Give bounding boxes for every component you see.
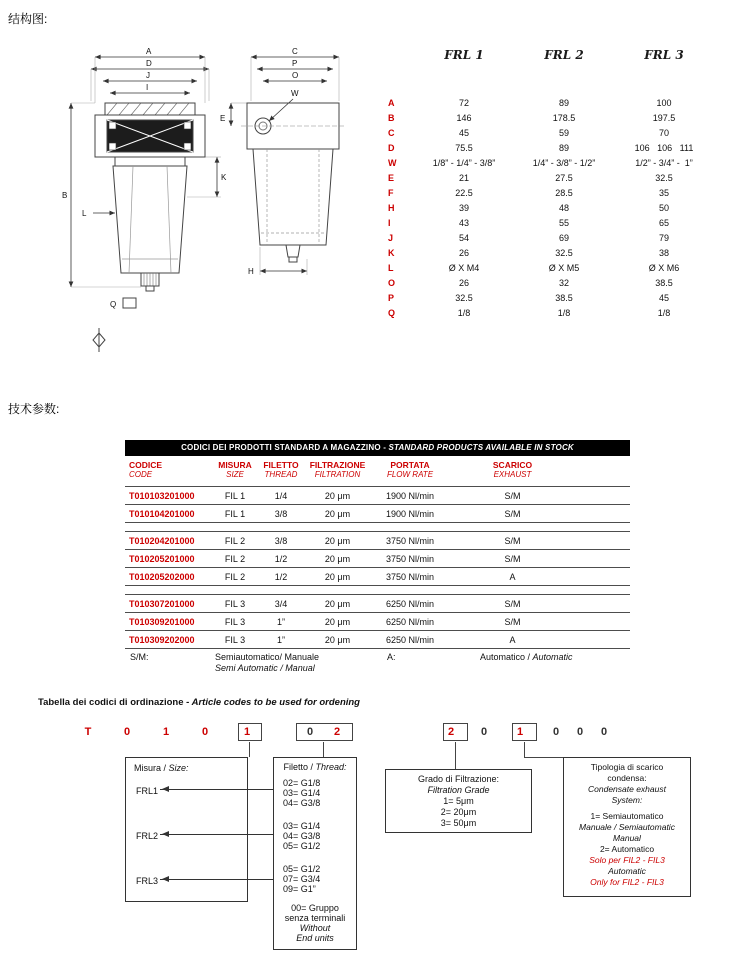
product-cell: 1/2: [274, 571, 288, 582]
thread-option: 07= G3/4: [283, 874, 321, 884]
product-cell: 3/4: [274, 598, 288, 609]
thread-box: [273, 757, 357, 950]
drawing-dimension-labels: [62, 47, 299, 309]
tipologia-lines: [564, 762, 690, 888]
product-row: [125, 550, 630, 568]
dimension-value: 28.5: [555, 187, 573, 198]
dimension-letter: I: [388, 217, 391, 228]
order-code-box: [443, 723, 468, 741]
order-code-digit: 0: [576, 726, 584, 738]
dimensions-header-frl1: FRL 1: [444, 48, 484, 62]
order-code-box: [296, 723, 353, 741]
dimension-value: 178.5: [552, 112, 576, 123]
dimension-row: [388, 185, 714, 200]
product-cell: T010104201000: [129, 508, 195, 519]
dim-label-B: B: [62, 191, 68, 200]
dimension-value: 45: [658, 292, 669, 303]
exhaust-line: System:: [611, 795, 643, 805]
product-cell: 20 μm: [324, 535, 351, 546]
exhaust-line: Condensate exhaust: [588, 784, 666, 794]
products-table: [125, 440, 630, 649]
arrow-frl2-threads: [160, 834, 288, 835]
products-group-gap: [125, 523, 630, 532]
product-cell: FIL 2: [224, 535, 246, 546]
product-cell: T010103201000: [129, 490, 195, 501]
dimension-value: 21: [458, 172, 469, 183]
connector-line-thread: [323, 742, 324, 757]
size-option: FRL3: [136, 876, 159, 886]
dimension-value: 106 106 111: [634, 142, 694, 153]
legend-sm-italian: Semiautomatico/ Manuale: [215, 652, 320, 662]
filtration-line: 3= 50μm: [440, 818, 477, 828]
dimension-row: [388, 260, 714, 275]
order-code-digit: 1: [162, 726, 170, 738]
dimension-value: 197.5: [652, 112, 676, 123]
product-row: [125, 595, 630, 613]
thread-box-title-english: Thread:: [315, 762, 347, 772]
exhaust-line: 2= Automatico: [599, 844, 655, 854]
dimension-value: 70: [658, 127, 669, 138]
connector-line-size: [249, 742, 250, 757]
product-row: [125, 505, 630, 523]
products-table-title-bar: [125, 440, 630, 456]
thread-group: [283, 821, 320, 851]
filtration-line: 2= 20μm: [440, 807, 477, 817]
product-cell: T010309202000: [129, 634, 195, 645]
dim-label-K: K: [221, 173, 227, 182]
dim-label-D: D: [146, 59, 152, 68]
product-row: [125, 631, 630, 649]
side-view: [231, 57, 345, 275]
exhaust-line: 1= Semiautomatico: [590, 811, 664, 821]
product-cell: 6250 Nl/min: [385, 634, 435, 645]
product-cell: T010204201000: [129, 535, 195, 546]
dimension-value: 55: [558, 217, 569, 228]
dimension-value: 32.5: [555, 247, 573, 258]
dimension-value: 38: [658, 247, 669, 258]
products-column-header: [257, 460, 305, 480]
dimension-value: 79: [658, 232, 669, 243]
size-box-title-english: Size:: [168, 763, 189, 773]
order-code-row: [0, 723, 731, 742]
product-cell: S/M: [504, 598, 521, 609]
column-header-italian: FILETTO: [263, 460, 299, 470]
dimension-value: Ø X M6: [648, 262, 680, 273]
product-cell: FIL 1: [224, 508, 246, 519]
dim-label-E: E: [220, 114, 226, 123]
thread-option: 05= G1/2: [283, 864, 321, 874]
filetto-groups: [283, 778, 320, 907]
dimension-letter: J: [388, 232, 394, 243]
product-cell: 20 μm: [324, 598, 351, 609]
product-cell: 1/4: [274, 490, 288, 501]
products-group-gap: [125, 586, 630, 595]
legend-a-block: [480, 652, 573, 663]
structure-diagram-label: 结构图:: [8, 12, 48, 26]
dimension-value: 100: [656, 97, 672, 108]
arrow-frl1-threads: [160, 789, 288, 790]
products-column-header: [450, 460, 575, 480]
size-box: [125, 757, 248, 902]
dimension-value: 54: [458, 232, 469, 243]
order-code-digit: 0: [201, 726, 209, 738]
product-cell: 6250 Nl/min: [385, 598, 435, 609]
dimension-letter: F: [388, 187, 394, 198]
dim-label-A: A: [146, 47, 152, 56]
dimension-row: [388, 155, 714, 170]
products-rows: [125, 487, 630, 649]
order-code-digit: 0: [306, 726, 314, 738]
legend-sm-english: Semi Automatic / Manual: [215, 663, 315, 673]
dimension-row: [388, 125, 714, 140]
dimension-value: 65: [658, 217, 669, 228]
product-row: [125, 613, 630, 631]
product-cell: 3/8: [274, 508, 288, 519]
product-cell: 20 μm: [324, 634, 351, 645]
dim-label-I: I: [146, 83, 149, 92]
exhaust-box: [563, 757, 691, 897]
dim-label-Q: Q: [110, 300, 117, 309]
product-cell: S/M: [504, 553, 521, 564]
column-header-english: FILTRATION: [314, 470, 361, 479]
order-code-digit: 0: [552, 726, 560, 738]
product-cell: 1900 Nl/min: [385, 490, 435, 501]
dimension-value: Ø X M4: [448, 262, 480, 273]
dimension-row: [388, 170, 714, 185]
dimensions-header-frl2: FRL 2: [544, 48, 584, 62]
thread-option: 03= G1/4: [283, 821, 321, 831]
dimension-value: 22.5: [455, 187, 473, 198]
technical-drawing: [55, 45, 355, 360]
products-column-header: [305, 460, 370, 480]
product-cell: T010307201000: [129, 598, 195, 609]
order-code-digit: 0: [600, 726, 608, 738]
dimension-row: [388, 95, 714, 110]
dimension-value: 1/8” - 1/4” - 3/8”: [432, 157, 496, 168]
order-code-digit: 2: [333, 726, 341, 738]
order-code-digit: 2: [447, 726, 455, 738]
dimension-value: 1/8: [457, 307, 471, 318]
connector-line-exhaust-horizontal: [524, 757, 564, 758]
product-cell: 1”: [276, 634, 285, 645]
column-header-english: SIZE: [226, 470, 244, 479]
ordering-title: [38, 697, 360, 708]
exhaust-line: Tipologia di scarico: [590, 762, 664, 772]
products-column-headers: [125, 456, 630, 487]
column-header-italian: SCARICO: [492, 460, 533, 470]
dimension-value: 32.5: [655, 172, 673, 183]
thread-box-title: [274, 758, 356, 772]
dimension-value: 39: [458, 202, 469, 213]
dimension-letter: W: [388, 157, 397, 168]
exhaust-line: Manual: [613, 833, 641, 843]
product-cell: FIL 1: [224, 490, 246, 501]
dimension-value: 1/8: [557, 307, 571, 318]
dimension-letter: C: [388, 127, 395, 138]
dim-label-W: W: [291, 89, 299, 98]
product-cell: FIL 3: [224, 616, 246, 627]
product-cell: FIL 3: [224, 598, 246, 609]
dim-label-O: O: [292, 71, 299, 80]
dimension-row: [388, 245, 714, 260]
products-column-header: [125, 460, 213, 480]
dimension-value: 35: [658, 187, 669, 198]
dimension-letter: B: [388, 112, 395, 123]
dimension-value: 59: [558, 127, 569, 138]
product-cell: T010205202000: [129, 571, 195, 582]
dimension-value: 50: [658, 202, 669, 213]
filtration-line: Filtration Grade: [427, 785, 490, 795]
dimension-row: [388, 200, 714, 215]
products-title-italian: CODICI DEI PRODOTTI STANDARD A MAGAZZINO: [181, 443, 381, 452]
legend-a-english: Automatic: [532, 652, 573, 662]
product-cell: 1/2: [274, 553, 288, 564]
dimension-value: 89: [558, 97, 569, 108]
dimension-letter: A: [388, 97, 395, 108]
dimension-row: [388, 140, 714, 155]
size-box-title-italian: Misura /: [134, 763, 169, 773]
dimension-value: 75.5: [455, 142, 473, 153]
dimensions-table: [388, 48, 714, 320]
dimension-value: 72: [458, 97, 469, 108]
dimension-value: 26: [458, 277, 469, 288]
thread-group: [283, 864, 320, 894]
dimension-row: [388, 290, 714, 305]
dim-label-H: H: [248, 267, 254, 276]
exhaust-line: Only for FIL2 - FIL3: [590, 877, 664, 887]
thread-option: 05= G1/2: [283, 841, 321, 851]
dimension-value: 32: [558, 277, 569, 288]
dimension-value: 146: [456, 112, 472, 123]
column-header-italian: CODICE: [129, 460, 163, 470]
order-code-digit: 0: [123, 726, 131, 738]
products-column-header: [213, 460, 257, 480]
order-code-digit: 1: [516, 726, 524, 738]
dimension-row: [388, 215, 714, 230]
dim-label-P: P: [292, 59, 298, 68]
thread-option: 04= G3/8: [283, 798, 321, 808]
product-cell: A: [509, 571, 516, 582]
product-cell: 20 μm: [324, 571, 351, 582]
legend-a-key: A:: [387, 652, 396, 662]
filtration-line: 1= 5μm: [443, 796, 474, 806]
product-cell: 6250 Nl/min: [385, 616, 435, 627]
legend-sm-block: [215, 652, 319, 674]
dim-label-C: C: [292, 47, 298, 56]
dimension-value: 45: [458, 127, 469, 138]
product-cell: A: [509, 634, 516, 645]
dimensions-header-frl3: FRL 3: [644, 48, 684, 62]
front-view: [71, 57, 221, 352]
product-row: [125, 532, 630, 550]
ordering-title-italian: Tabella dei codici di ordinazione: [38, 697, 184, 708]
dimension-row: [388, 305, 714, 320]
size-option: FRL1: [136, 786, 159, 796]
dimension-letter: L: [388, 262, 394, 273]
product-cell: 3750 Nl/min: [385, 553, 435, 564]
dimension-letter: E: [388, 172, 395, 183]
dimension-letter: K: [388, 247, 395, 258]
product-cell: FIL 2: [224, 553, 246, 564]
product-cell: T010205201000: [129, 553, 195, 564]
grado-lines: [386, 774, 531, 829]
size-option: FRL2: [136, 831, 159, 841]
misura-items: [136, 786, 158, 921]
thread-option: 02= G1/8: [283, 778, 321, 788]
products-title-english: STANDARD PRODUCTS AVAILABLE IN STOCK: [388, 443, 574, 452]
products-title-separator: -: [380, 443, 389, 452]
product-cell: 3/8: [274, 535, 288, 546]
dimension-letter: Q: [388, 307, 396, 318]
dimension-letter: P: [388, 292, 395, 303]
thread-option: 03= G1/4: [283, 788, 321, 798]
product-cell: S/M: [504, 490, 521, 501]
product-row: [125, 487, 630, 505]
exhaust-line: Manuale / Semiautomatic: [579, 822, 675, 832]
dimension-letter: O: [388, 277, 396, 288]
connector-line-filtration: [455, 742, 456, 769]
product-cell: 1”: [276, 616, 285, 627]
dimension-value: 38.5: [655, 277, 673, 288]
exhaust-line: Solo per FIL2 - FIL3: [589, 855, 665, 865]
order-code-digit: 0: [480, 726, 488, 738]
product-row: [125, 568, 630, 586]
product-cell: 20 μm: [324, 616, 351, 627]
dimensions-rows: [388, 95, 714, 320]
dimension-value: Ø X M5: [548, 262, 580, 273]
column-header-italian: FILTRAZIONE: [309, 460, 366, 470]
order-code-digit: 1: [243, 726, 251, 738]
order-code-digit: T: [84, 726, 92, 738]
products-column-header: [370, 460, 450, 480]
thread-box-title-italian: Filetto /: [283, 762, 316, 772]
column-header-italian: MISURA: [218, 460, 252, 470]
product-cell: 3750 Nl/min: [385, 571, 435, 582]
product-cell: 20 μm: [324, 508, 351, 519]
dimension-value: 43: [458, 217, 469, 228]
thread-footer-line: senza terminali: [284, 913, 346, 923]
product-cell: S/M: [504, 508, 521, 519]
exhaust-line: Automatic: [608, 866, 646, 876]
dimension-row: [388, 110, 714, 125]
dimension-value: 1/4” - 3/8” - 1/2”: [532, 157, 596, 168]
dimension-value: 26: [458, 247, 469, 258]
order-code-box: [238, 723, 262, 741]
thread-footer-line: End units: [296, 933, 334, 943]
dimension-value: 32.5: [455, 292, 473, 303]
product-cell: S/M: [504, 535, 521, 546]
dimension-row: [388, 230, 714, 245]
column-header-english: THREAD: [264, 470, 298, 479]
column-header-italian: PORTATA: [390, 460, 430, 470]
filtration-line: Grado di Filtrazione:: [417, 774, 500, 784]
product-cell: 20 μm: [324, 553, 351, 564]
ordering-title-english: - Article codes to be used for ordening: [183, 697, 360, 708]
column-header-english: EXHAUST: [493, 470, 532, 479]
legend-sm-key: S/M:: [130, 652, 149, 662]
dimension-value: 27.5: [555, 172, 573, 183]
dim-label-L: L: [82, 209, 87, 218]
connector-line-exhaust: [524, 742, 525, 757]
column-header-english: FLOW RATE: [386, 470, 434, 479]
product-cell: FIL 3: [224, 634, 246, 645]
arrow-frl3-threads: [160, 879, 288, 880]
product-cell: T010309201000: [129, 616, 195, 627]
dimension-value: 89: [558, 142, 569, 153]
product-cell: S/M: [504, 616, 521, 627]
dimension-value: 1/8: [657, 307, 671, 318]
dimension-letter: D: [388, 142, 395, 153]
thread-footer-line: Without: [299, 923, 331, 933]
dimension-value: 69: [558, 232, 569, 243]
thread-option: 09= G1”: [283, 884, 316, 894]
thread-option: 04= G3/8: [283, 831, 321, 841]
exhaust-line: condensa:: [607, 773, 647, 783]
thread-footer-line: 00= Gruppo: [291, 903, 339, 913]
dimensions-table-header: [388, 48, 714, 62]
product-cell: 1900 Nl/min: [385, 508, 435, 519]
products-legend: [125, 652, 630, 680]
dimension-letter: H: [388, 202, 395, 213]
dimension-row: [388, 275, 714, 290]
dimension-value: 1/2” - 3/4” - 1”: [635, 157, 693, 168]
dimension-value: 38.5: [555, 292, 573, 303]
product-cell: 3750 Nl/min: [385, 535, 435, 546]
filetto-footer: [274, 903, 356, 943]
product-cell: 20 μm: [324, 490, 351, 501]
technical-parameters-label: 技术参数:: [8, 402, 60, 416]
dim-label-J: J: [146, 71, 150, 80]
dimension-value: 48: [558, 202, 569, 213]
product-cell: FIL 2: [224, 571, 246, 582]
size-box-title: [126, 758, 247, 773]
filtration-box: [385, 769, 532, 833]
thread-group: [283, 778, 320, 808]
column-header-english: CODE: [129, 470, 153, 479]
order-code-box: [512, 723, 537, 741]
legend-a-italian: Automatico /: [480, 652, 533, 662]
